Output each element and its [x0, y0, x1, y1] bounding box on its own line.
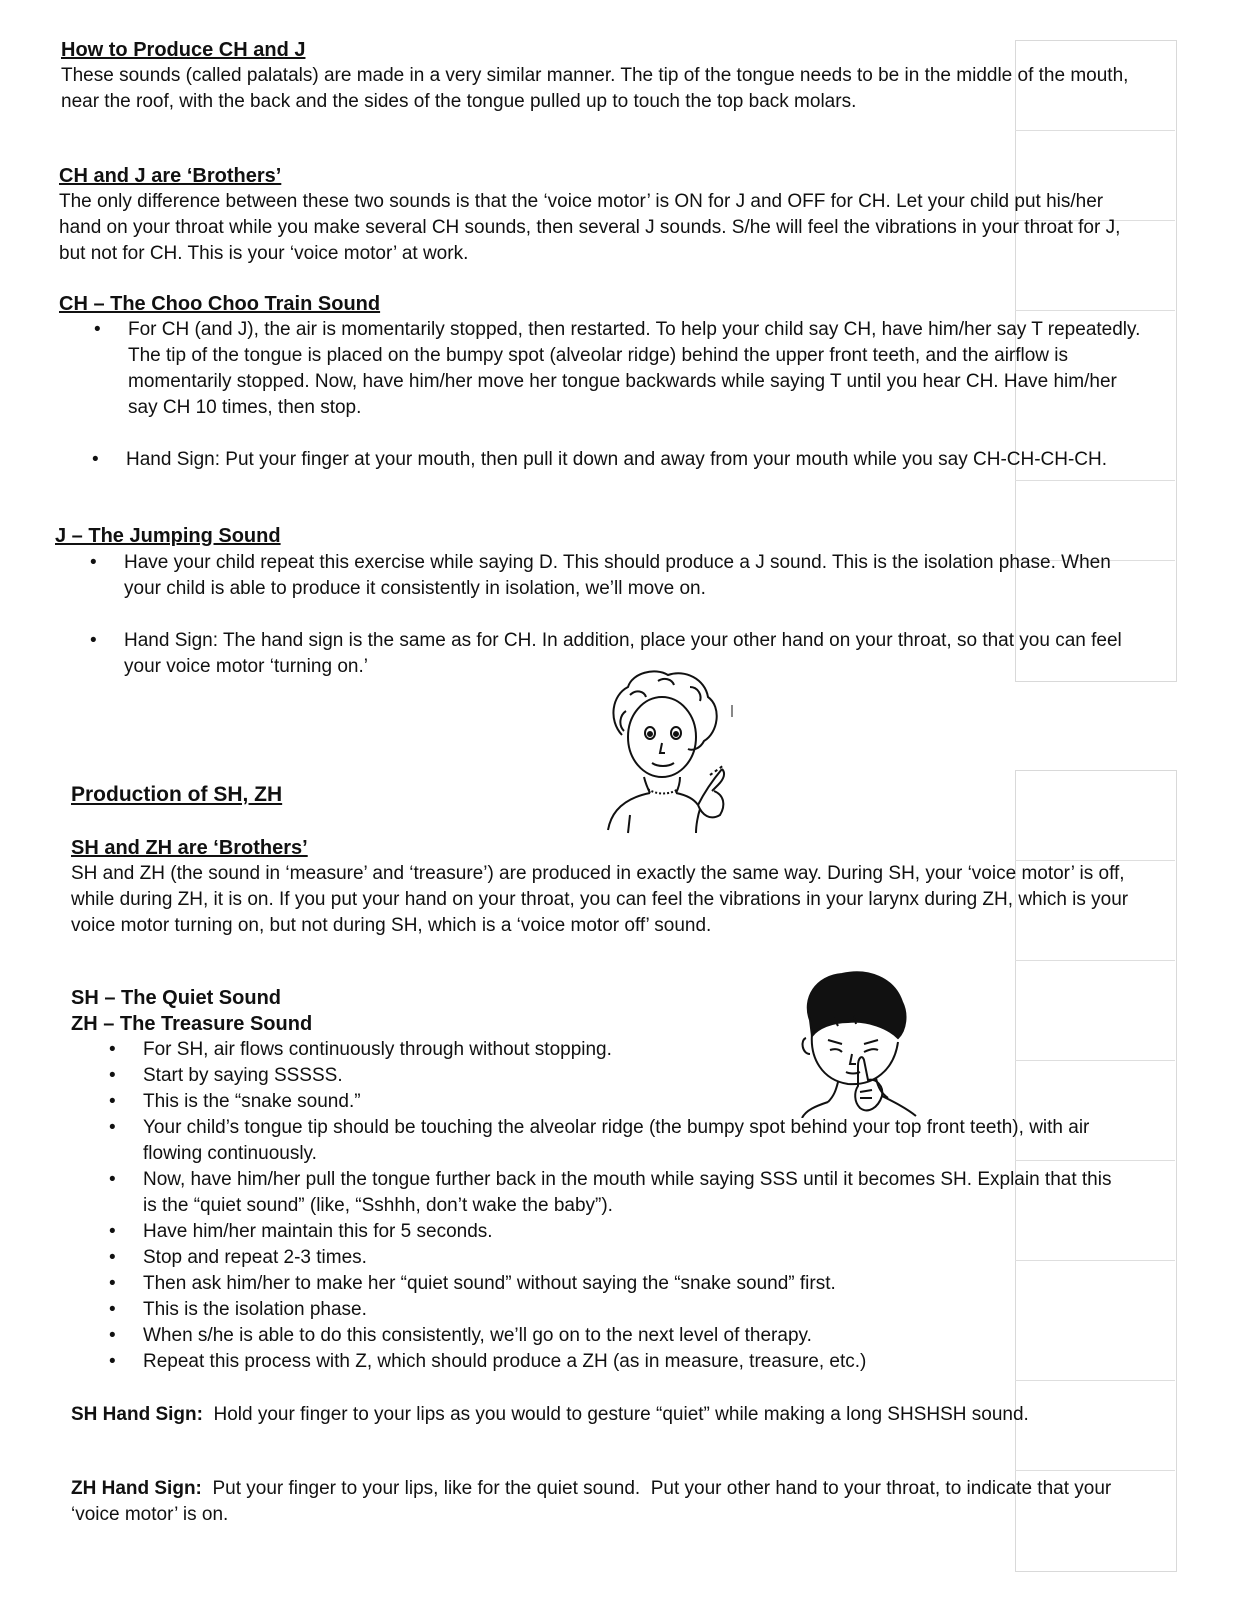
list-item: • Hand Sign: Put your finger at your mouth, then pull it down and away from your mouth while you say CH-CH-CH-CH. — [126, 447, 1141, 473]
section-ch-j-brothers — [59, 163, 1139, 267]
j-jump-list — [90, 550, 1139, 602]
section-heading: Production of SH, ZH — [71, 783, 283, 806]
bullet: • — [109, 1117, 116, 1138]
section-heading: J – The Jumping Sound — [55, 525, 281, 547]
section-heading: SH and ZH are ‘Brothers’ — [71, 837, 308, 859]
girl-hand-sign-illustration-icon — [600, 665, 735, 835]
section-heading: CH and J are ‘Brothers’ — [59, 165, 282, 187]
list-item: • Your child’s tongue tip should be touching the alveolar ridge (the bumpy spot behind your top front teeth), with air flowing continuously. — [109, 1117, 1090, 1164]
bullet: • — [109, 1039, 116, 1060]
bullet: • — [109, 1221, 116, 1242]
zh-hand-sign-paragraph — [71, 1476, 1131, 1528]
list-item: • Then ask him/her to make her “quiet sound” without saying the “snake sound” first. — [143, 1271, 1128, 1297]
bullet: • — [92, 449, 99, 470]
section-heading: SH – The Quiet Sound — [71, 987, 282, 1009]
bullet: • — [109, 1169, 116, 1190]
bullet: • — [90, 630, 97, 651]
section-heading: How to Produce CH and J — [61, 39, 306, 61]
ch-train-list — [94, 317, 1143, 421]
bullet: • — [109, 1247, 116, 1268]
list-item: • For SH, air flows continuously through without stopping. — [143, 1037, 1128, 1063]
section-paragraph: SH and ZH (the sound in ‘measure’ and ‘treasure’) are produced in exactly the same way. During SH, your ‘voice motor’ is off, while during ZH, it is on. If you put your hand on your throat, you can feel the vibrations in your larynx during ZH, which is your voice motor turning on, but not during SH, which is a ‘voice motor off’ sound. — [71, 863, 1129, 936]
section-paragraph: These sounds (called palatals) are made in a very similar manner. The tip of the tongue needs to be in the middle of the mouth, near the roof, with the back and the sides of the tongue pulled up to touch the top back molars. — [61, 65, 1129, 112]
list-item: • Have your child repeat this exercise while saying D. This should produce a J sound. This is the isolation phase. When your child is able to produce it consistently in isolation, we’ll move on. — [90, 552, 1111, 599]
zh-hand-sign-text: Put your finger to your lips, like for the quiet sound. Put your other hand to your throat, to indicate that your ‘voice motor’ is on. — [71, 1478, 1117, 1525]
list-item: • This is the “snake sound.” — [143, 1089, 1128, 1115]
section-sh-zh-brothers — [71, 835, 1156, 939]
section-ch-train-sound — [59, 291, 1149, 317]
bullet: • — [94, 319, 101, 340]
bullet: • — [109, 1299, 116, 1320]
ch-train-list-2 — [92, 447, 1141, 473]
list-item: • Now, have him/her pull the tongue further back in the mouth while saying SSS until it becomes SH. Explain that this is the “quiet sound” (like, “Sshhh, don’t wake the baby”). — [109, 1169, 1112, 1216]
list-item: • Have him/her maintain this for 5 seconds. — [143, 1219, 1128, 1245]
bullet: • — [109, 1351, 116, 1372]
zh-hand-sign-label: ZH Hand Sign: — [71, 1478, 202, 1499]
section-sh-quiet-zh-treasure — [71, 985, 671, 1037]
list-item: • When s/he is able to do this consistently, we’ll go on to the next level of therapy. — [143, 1323, 1128, 1349]
list-item: • For CH (and J), the air is momentarily stopped, then restarted. To help your child say CH, have him/her say T repeatedly. The tip of the tongue is placed on the bumpy spot (alveolar ridge) behind the upper front teeth, and the airflow is momentarily stopped. Now, have him/her move her tongue backwards while saying T until you hear CH. Have him/her say CH 10 times, then stop. — [94, 319, 1141, 418]
bullet: • — [90, 552, 97, 573]
list-item: • Start by saying SSSSS. — [143, 1063, 1128, 1089]
section-heading: ZH – The Treasure Sound — [71, 1013, 313, 1035]
bullet: • — [109, 1273, 116, 1294]
list-item: • Stop and repeat 2-3 times. — [143, 1245, 1128, 1271]
list-item: • Hand Sign: The hand sign is the same as for CH. In addition, place your other hand on your throat, so that you can feel your voice motor ‘turning on.’ — [90, 630, 1122, 677]
section-heading: CH – The Choo Choo Train Sound — [59, 293, 381, 315]
sh-hand-sign-text: Hold your finger to your lips as you would to gesture “quiet” while making a long SHSHSH sound. — [202, 1404, 1029, 1425]
section-paragraph: The only difference between these two sounds is that the ‘voice motor’ is ON for J and OFF for CH. Let your child put his/her hand on your throat while you make several CH sounds, then several J sounds. S/he will feel the vibrations in your throat for J, but not for CH. This is your ‘voice motor’ at work. — [59, 191, 1121, 264]
sh-hand-sign-label: SH Hand Sign: — [71, 1404, 203, 1425]
bullet: • — [109, 1325, 116, 1346]
list-item: • Repeat this process with Z, which should produce a ZH (as in measure, treasure, etc.) — [143, 1349, 1128, 1375]
list-item: • This is the isolation phase. — [143, 1297, 1128, 1323]
sh-hand-sign-paragraph — [71, 1402, 1131, 1428]
section-production-sh-zh — [71, 782, 571, 808]
section-j-jumping-sound — [55, 523, 655, 549]
sh-zh-steps-list — [109, 1037, 1128, 1375]
section-how-to-produce-ch-j — [61, 37, 1141, 115]
bullet: • — [109, 1065, 116, 1086]
bullet: • — [109, 1091, 116, 1112]
